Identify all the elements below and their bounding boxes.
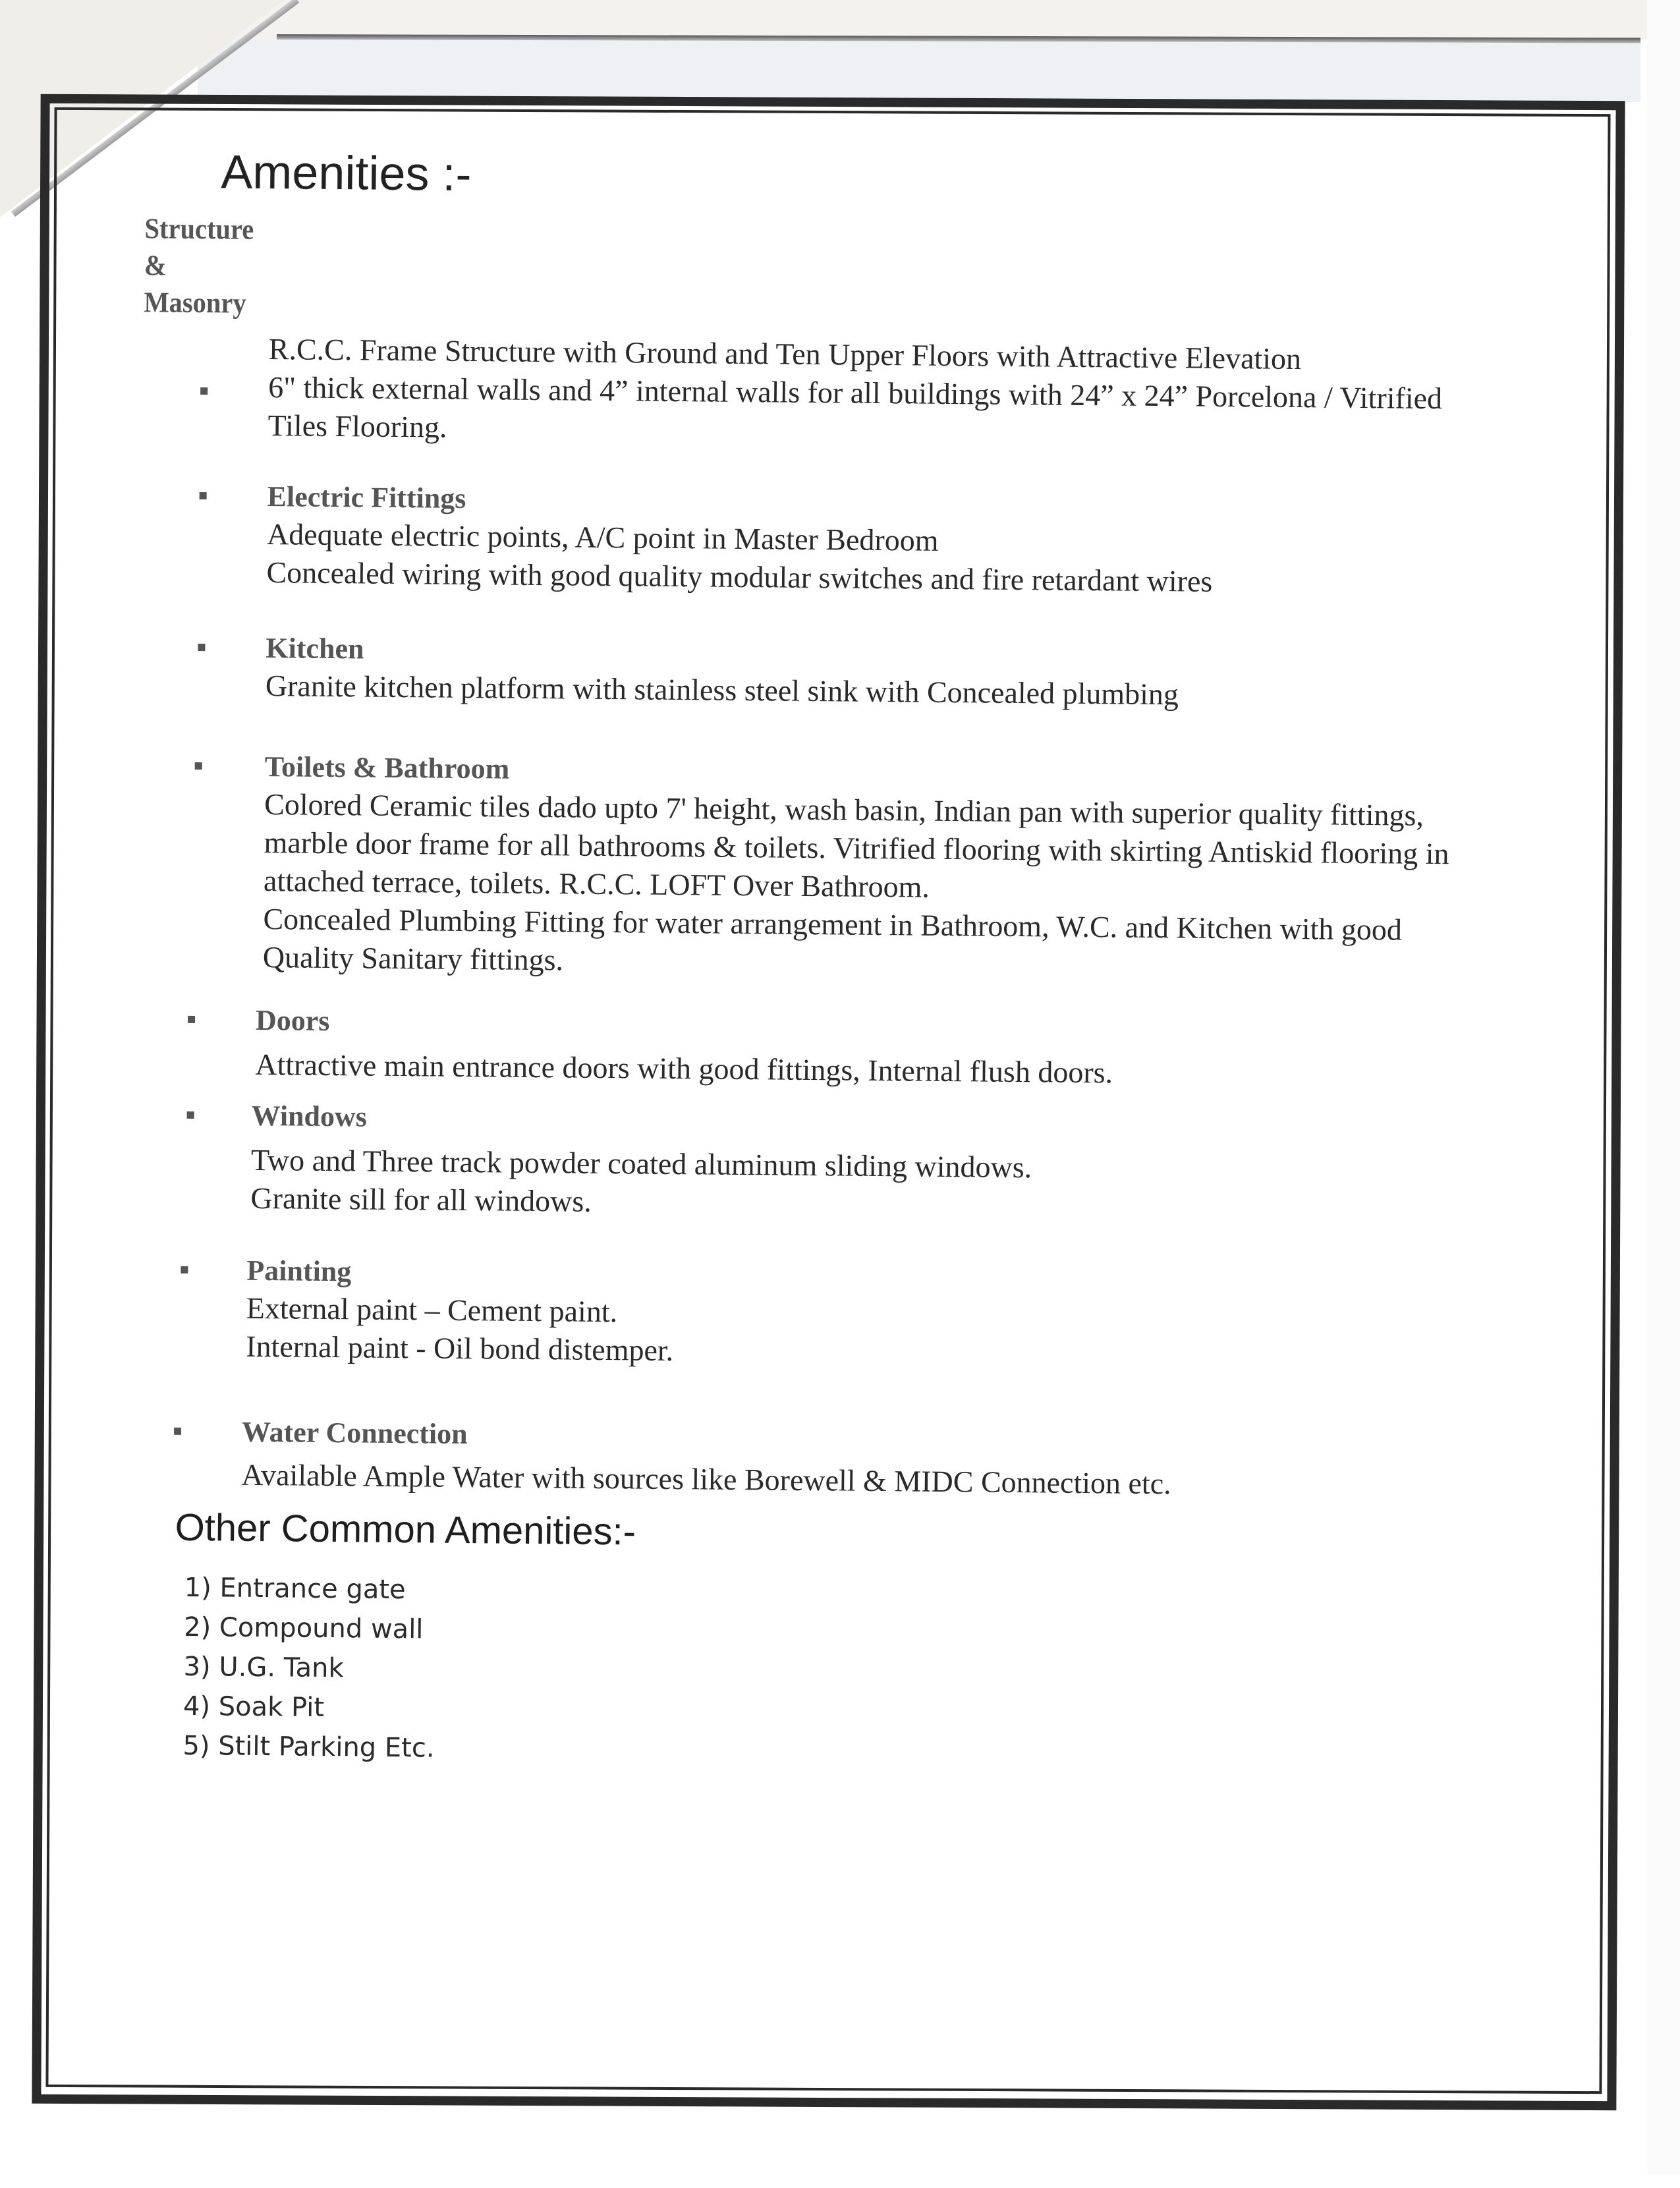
section-line: Granite sill for all windows. (250, 1181, 592, 1218)
section-line: Two and Three track powder coated aluminum sliding windows. (250, 1142, 1032, 1185)
section-line: marble door frame for all bathrooms & toilets. Vitrified flooring with skirting Antiskid flooring in (264, 826, 1449, 871)
bullet-icon (200, 492, 207, 499)
bullet-icon (195, 762, 202, 770)
list-item: 5) Stilt Parking Etc. (182, 1730, 435, 1764)
section-heading: Windows (251, 1099, 368, 1133)
section-kitchen (186, 629, 1571, 717)
section-doors (182, 1001, 1567, 1096)
section-line: Concealed wiring with good quality modular switches and fire retardant wires (266, 555, 1213, 598)
section-line: External paint – Cement paint. (246, 1291, 618, 1329)
bullet-icon (198, 644, 205, 651)
bullet-icon (188, 1016, 195, 1023)
structure-label-line: & (144, 249, 167, 282)
section-windows (181, 1097, 1566, 1230)
list-item: 3) U.G. Tank (183, 1651, 344, 1684)
list-item: 2) Compound wall (183, 1612, 424, 1645)
section-heading: Toilets & Bathroom (264, 750, 510, 785)
bullet-icon (187, 1111, 194, 1119)
list-item: 1) Entrance gate (184, 1572, 406, 1606)
section-line: Attractive main entrance doors with good fittings, Internal flush doors. (255, 1047, 1113, 1090)
structure-label-line: Masonry (144, 286, 246, 320)
section-heading: Doors (255, 1003, 330, 1037)
section-heading: Electric Fittings (267, 480, 466, 515)
section-toilets-bathroom (184, 748, 1569, 989)
bullet-icon (181, 1266, 188, 1274)
other-amenities-title: Other Common Amenities:- (175, 1505, 636, 1554)
bullet-icon (174, 1428, 181, 1435)
structure-line: Tiles Flooring. (267, 408, 447, 444)
section-line: attached terrace, toilets. R.C.C. LOFT Over Bathroom. (263, 864, 930, 904)
structure-label-line: Structure (144, 212, 254, 246)
section-line: Adequate electric points, A/C point in Master Bedroom (266, 517, 939, 557)
section-line: Colored Ceramic tiles dado upto 7' height, wash basin, Indian pan with superior quality fittings, (264, 787, 1424, 832)
list-item: 4) Soak Pit (182, 1691, 325, 1723)
section-line: Internal paint - Oil bond distemper. (246, 1329, 674, 1368)
section-line: Available Ample Water with sources like Borewell & MIDC Connection etc. (241, 1457, 1171, 1501)
section-heading: Kitchen (266, 632, 364, 665)
section-water-connection (179, 1413, 1563, 1507)
section-heading: Water Connection (241, 1415, 468, 1451)
other-amenities-list (182, 1568, 436, 1768)
structure-line: 6" thick external walls and 4” internal walls for all buildings with 24” x 24” Porcelona / Vitrified (268, 370, 1443, 416)
bullet-icon (200, 387, 208, 395)
structure-masonry-label (144, 210, 254, 322)
section-painting (180, 1252, 1565, 1378)
structure-line: R.C.C. Frame Structure with Ground and Ten Upper Floors with Attractive Elevation (268, 332, 1302, 376)
section-line: Concealed Plumbing Fitting for water arrangement in Bathroom, W.C. and Kitchen with good (263, 902, 1403, 947)
section-heading: Painting (246, 1254, 352, 1288)
section-electric-fittings (187, 478, 1572, 604)
section-line: Granite kitchen platform with stainless steel sink with Concealed plumbing (265, 669, 1179, 712)
section-structure (188, 329, 1573, 457)
section-line: Quality Sanitary fittings. (262, 940, 564, 977)
page-title: Amenities :- (220, 146, 472, 201)
